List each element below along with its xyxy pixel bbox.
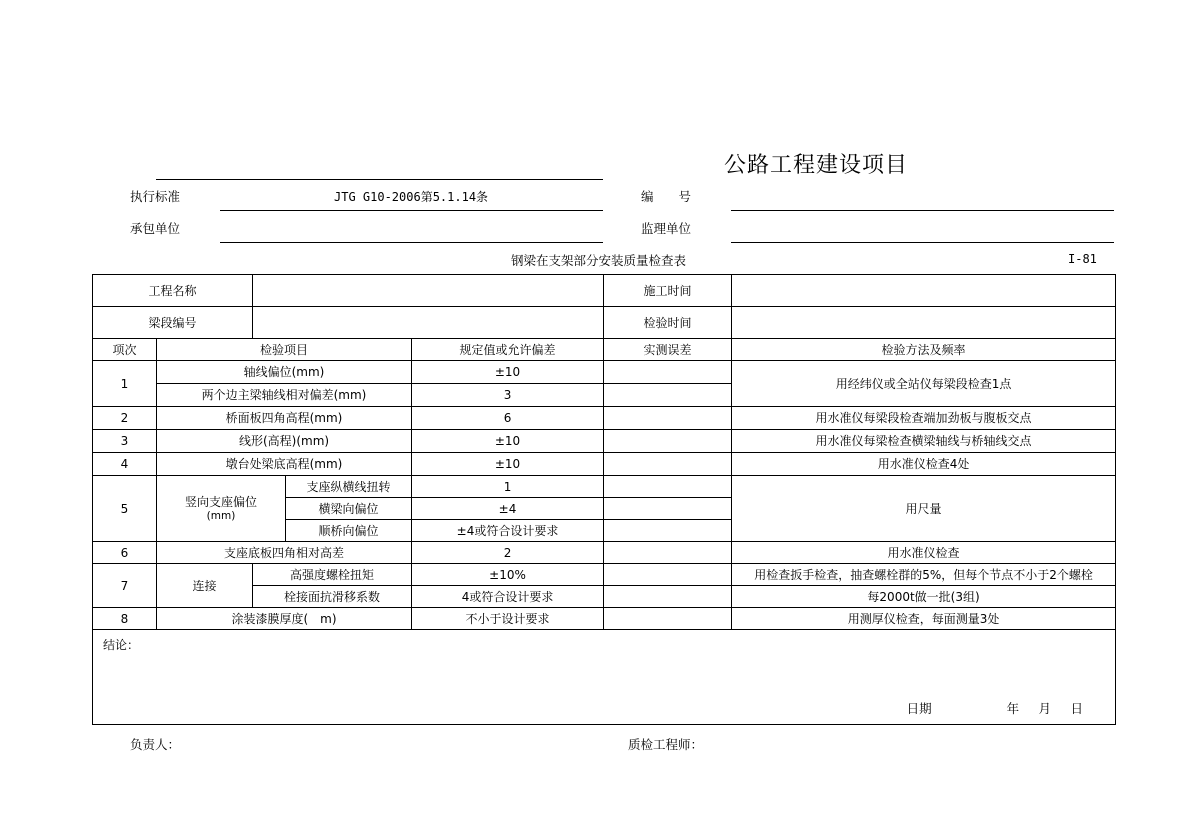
col-method-header: 检验方法及频率 (732, 339, 1116, 361)
segment-no-value[interactable] (253, 307, 604, 339)
inspection-time-value[interactable] (732, 307, 1116, 339)
table-row (93, 476, 1116, 498)
method-cell: 用经纬仪或全站仪每梁段检查1点 (732, 361, 1116, 407)
conclusion-label: 结论： (103, 638, 140, 652)
row-no: 6 (93, 542, 157, 564)
contractor-underline[interactable] (220, 242, 603, 243)
row-no: 1 (93, 361, 157, 407)
conclusion-cell[interactable] (93, 630, 1116, 725)
contractor-label: 承包单位 (130, 221, 181, 236)
number-underline[interactable] (731, 210, 1114, 211)
check-item: 墩台处梁底高程(mm) (157, 453, 412, 476)
col-item-header: 项次 (93, 339, 157, 361)
construction-time-value[interactable] (732, 275, 1116, 307)
measured-cell[interactable] (604, 476, 732, 498)
group-unit: (mm) (206, 509, 236, 522)
method-cell: 用水准仪检查 (732, 542, 1116, 564)
sub-item: 支座纵横线扭转 (286, 476, 412, 498)
header-rule (156, 179, 603, 180)
spec-value: ±10% (412, 564, 604, 586)
table-row (93, 453, 1116, 476)
measured-cell[interactable] (604, 586, 732, 608)
measured-cell[interactable] (604, 564, 732, 586)
spec-value: 6 (412, 407, 604, 430)
spec-value: ±10 (412, 430, 604, 453)
check-item: 桥面板四角高程(mm) (157, 407, 412, 430)
year-label: 年 (1006, 701, 1020, 716)
table-row (93, 542, 1116, 564)
table-row (93, 361, 1116, 384)
project-name-label: 工程名称 (93, 275, 253, 307)
inspection-time-label: 检验时间 (604, 307, 732, 339)
date-block (907, 702, 1083, 716)
construction-time-label: 施工时间 (604, 275, 732, 307)
row-no: 7 (93, 564, 157, 608)
sub-item: 横梁向偏位 (286, 498, 412, 520)
form-code: I-81 (1068, 252, 1097, 266)
measured-cell[interactable] (604, 453, 732, 476)
row-no: 2 (93, 407, 157, 430)
number-label: 编 号 (641, 189, 692, 204)
supervisor-label: 监理单位 (641, 221, 692, 236)
method-cell: 用测厚仪检查，每面测量3处 (732, 608, 1116, 630)
day-label: 日 (1070, 701, 1084, 716)
measured-cell[interactable] (604, 498, 732, 520)
qc-engineer-label: 质检工程师： (628, 737, 704, 752)
spec-value: ±10 (412, 361, 604, 384)
check-item: 两个边主梁轴线相对偏差(mm) (157, 384, 412, 407)
method-cell: 用水准仪每梁检查横梁轴线与桥轴线交点 (732, 430, 1116, 453)
month-label: 月 (1038, 701, 1052, 716)
measured-cell[interactable] (604, 384, 732, 407)
column-header-row (93, 339, 1116, 361)
standard-label: 执行标准 (130, 189, 181, 204)
project-name-row (93, 275, 1116, 307)
responsible-label: 负责人： (130, 737, 181, 752)
method-cell: 每2000t做一批(3组) (732, 586, 1116, 608)
method-cell: 用检查扳手检查，抽查螺栓群的5%，但每个节点不小于2个螺栓 (732, 564, 1116, 586)
spec-value: 3 (412, 384, 604, 407)
spec-value: 不小于设计要求 (412, 608, 604, 630)
group-title: 竖向支座偏位 (185, 494, 258, 509)
spec-value: 2 (412, 542, 604, 564)
project-name-value[interactable] (253, 275, 604, 307)
spec-value: ±10 (412, 453, 604, 476)
group-label: 连接 (157, 564, 253, 608)
check-item: 线形(高程)(mm) (157, 430, 412, 453)
method-cell: 用水准仪每梁段检查端加劲板与腹板交点 (732, 407, 1116, 430)
page-title: 公路工程建设项目 (724, 153, 909, 178)
sub-item: 栓接面抗滑移系数 (253, 586, 412, 608)
segment-row (93, 307, 1116, 339)
group-label (157, 476, 286, 542)
inspection-table (92, 274, 1116, 725)
row-no: 4 (93, 453, 157, 476)
form-title: 钢梁在支架部分安装质量检查表 (511, 253, 687, 268)
table-row (93, 407, 1116, 430)
row-no: 8 (93, 608, 157, 630)
spec-value: 4或符合设计要求 (412, 586, 604, 608)
col-spec-header: 规定值或允许偏差 (412, 339, 604, 361)
measured-cell[interactable] (604, 407, 732, 430)
sub-item: 高强度螺栓扭矩 (253, 564, 412, 586)
check-item: 涂装漆膜厚度( m) (157, 608, 412, 630)
col-measured-header: 实测误差 (604, 339, 732, 361)
segment-no-label: 梁段编号 (93, 307, 253, 339)
measured-cell[interactable] (604, 430, 732, 453)
row-no: 5 (93, 476, 157, 542)
table-row (93, 608, 1116, 630)
method-cell: 用尺量 (732, 476, 1116, 542)
conclusion-row (93, 630, 1116, 725)
measured-cell[interactable] (604, 608, 732, 630)
sub-item: 顺桥向偏位 (286, 520, 412, 542)
standard-underline (220, 210, 603, 211)
supervisor-underline[interactable] (731, 242, 1114, 243)
measured-cell[interactable] (604, 361, 732, 384)
table-row (93, 564, 1116, 586)
row-no: 3 (93, 430, 157, 453)
check-item: 轴线偏位(mm) (157, 361, 412, 384)
measured-cell[interactable] (604, 542, 732, 564)
measured-cell[interactable] (604, 520, 732, 542)
spec-value: 1 (412, 476, 604, 498)
spec-value: ±4或符合设计要求 (412, 520, 604, 542)
method-cell: 用水准仪检查4处 (732, 453, 1116, 476)
date-label: 日期 (906, 701, 932, 716)
standard-value: JTG G10-2006第5.1.14条 (334, 190, 489, 204)
col-check-header: 检验项目 (157, 339, 412, 361)
spec-value: ±4 (412, 498, 604, 520)
check-item: 支座底板四角相对高差 (157, 542, 412, 564)
table-row (93, 430, 1116, 453)
